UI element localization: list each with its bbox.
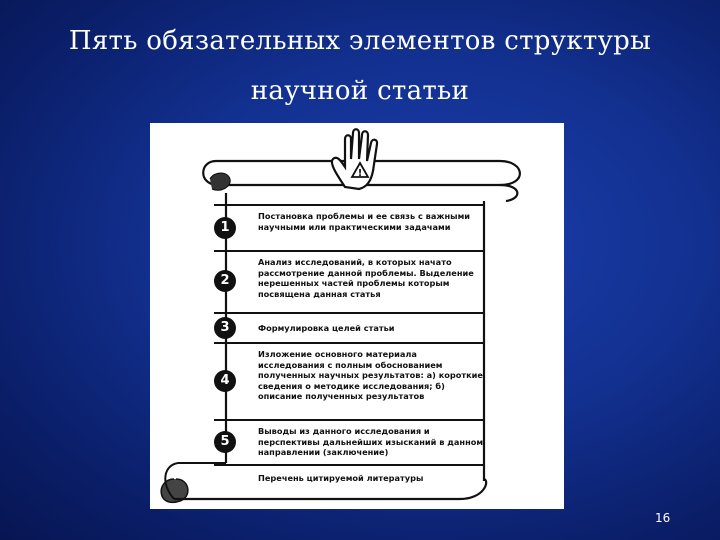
item-number-1: 1 [214, 217, 236, 239]
item-text-2: Анализ исследований, в которых начато рассмотрение данной проблемы. Выделение нерешенных частей проблемы которым посвящена данная статья [258, 257, 474, 299]
item-text-5: Выводы из данного исследования и перспективы дальнейших изысканий в данном направлении (заключение) [258, 426, 484, 457]
item-number-4: 4 [214, 370, 236, 392]
structure-figure [150, 123, 564, 509]
item-text-4: Изложение основного материала исследования с полным обоснованием полученных научных результатов: а) короткие сведения о методике исследования; б) описание полученных результатов [258, 349, 483, 401]
item-text-1: Постановка проблемы и ее связь с важными научными или практическими задачами [258, 211, 471, 232]
slide-title-line-2: научной статьи [250, 76, 470, 106]
warning-symbol: ! [357, 168, 363, 179]
references-label: Перечень цитируемой литературы [258, 473, 424, 483]
item-number-3: 3 [214, 317, 236, 339]
item-text-3: Формулировка целей статьи [258, 323, 395, 333]
slide-title-line-1: Пять обязательных элементов структуры [68, 26, 652, 56]
raised-hand-warning-icon [325, 125, 395, 195]
item-number-2: 2 [214, 270, 236, 292]
page-number: 16 [655, 511, 671, 525]
item-number-5: 5 [214, 431, 236, 453]
